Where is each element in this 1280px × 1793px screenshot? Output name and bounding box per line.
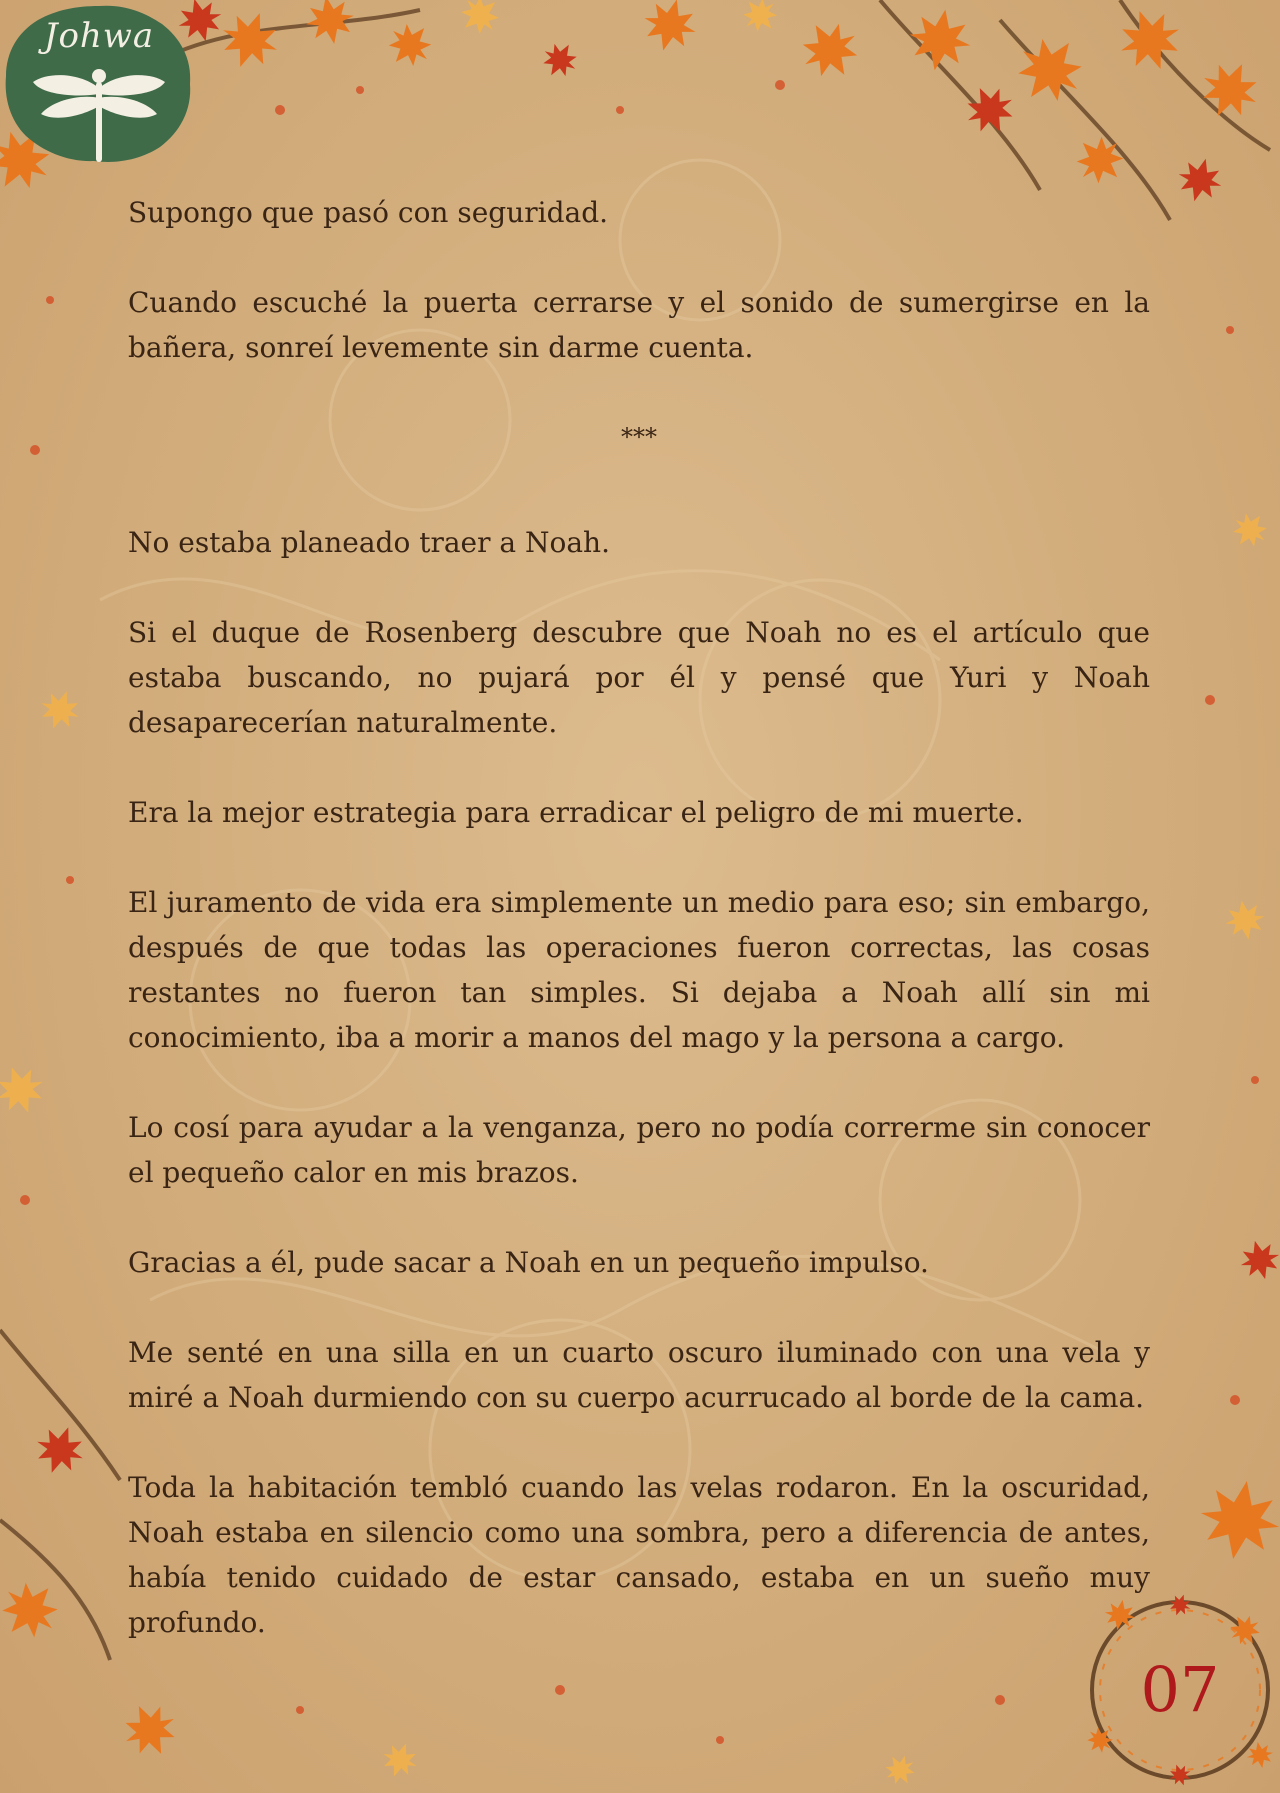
paragraph: Cuando escuché la puerta cerrarse y el sonido de sumergirse en la bañera, sonreí levemente sin darme cuenta. — [128, 286, 1150, 364]
paragraph: Lo cosí para ayudar a la venganza, pero no podía correrme sin conocer el pequeño calor en mis brazos. — [128, 1111, 1150, 1189]
paragraph: Gracias a él, pude sacar a Noah en un pequeño impulso. — [128, 1246, 929, 1279]
scene-separator: *** — [621, 423, 657, 451]
logo-text: Johwa — [43, 16, 155, 56]
paragraph: Me senté en una silla en un cuarto oscuro iluminado con una vela y miré a Noah durmiendo con su cuerpo acurrucado al borde de la cama. — [128, 1336, 1150, 1414]
paragraph: Si el duque de Rosenberg descubre que Noah no es el artículo que estaba buscando, no pujará por él y pensé que Yuri y Noah desaparecerían naturalmente. — [128, 616, 1150, 739]
logo-badge — [4, 2, 194, 164]
paragraph: Supongo que pasó con seguridad. — [128, 196, 609, 229]
dragonfly-icon — [29, 64, 169, 164]
paragraph: Era la mejor estrategia para erradicar el peligro de mi muerte. — [128, 796, 1024, 829]
paragraph: Toda la habitación tembló cuando las velas rodaron. En la oscuridad, Noah estaba en silencio como una sombra, pero a diferencia de antes, había tenido cuidado de estar cansado, estaba en un sueño muy profundo. — [128, 1471, 1150, 1639]
story-text — [128, 190, 1150, 1690]
paragraph: El juramento de vida era simplemente un medio para eso; sin embargo, después de que todas las operaciones fueron correctas, las cosas restantes no fueron tan simples. Si dejaba a Noah allí sin mi conocimiento, iba a morir a manos del mago y la persona a cargo. — [128, 886, 1150, 1054]
paragraph: No estaba planeado traer a Noah. — [128, 526, 610, 559]
page-number: 07 — [1140, 1653, 1220, 1726]
